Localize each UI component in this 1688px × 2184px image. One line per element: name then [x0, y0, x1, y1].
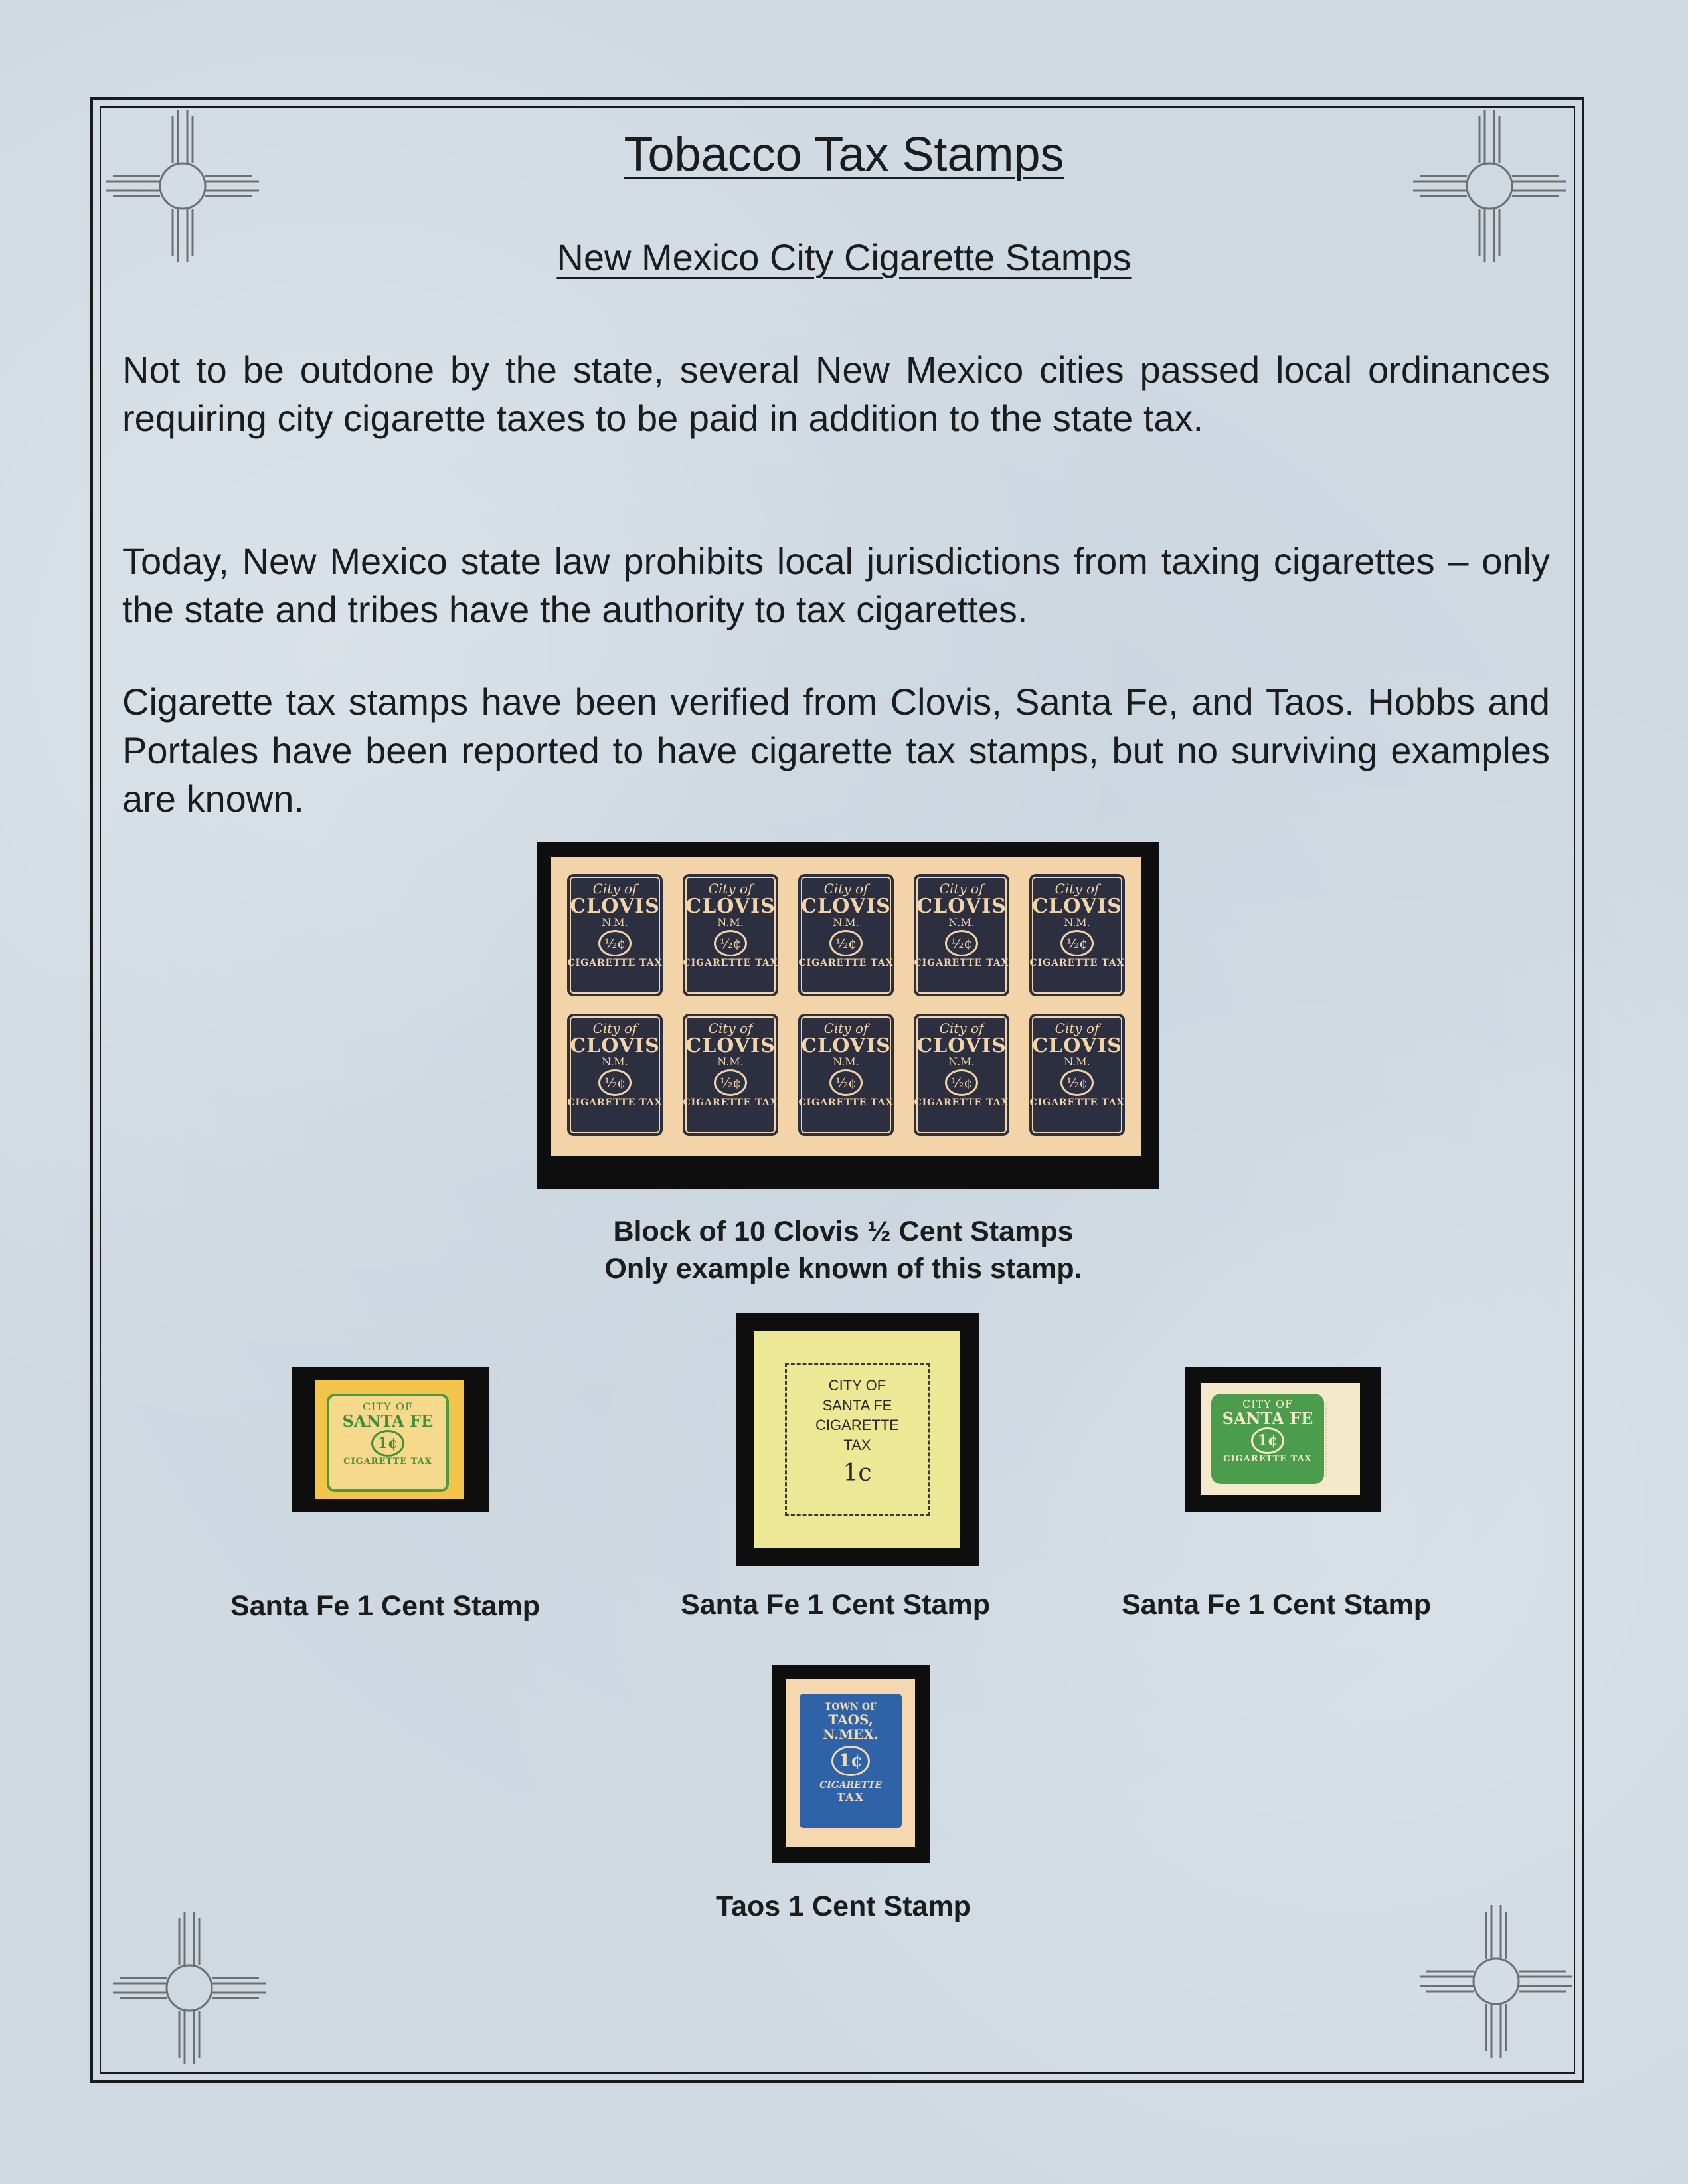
intro-paragraph: Not to be outdone by the state, several New Mexico cities passed local ordinances requiring city cigarette taxes to be paid in addition to the state tax.	[122, 349, 1550, 439]
page-title: Tobacco Tax Stamps	[624, 128, 1064, 181]
clovis-stamp: City of CLOVIS N.M. ½¢ CIGARETTE TAX	[683, 1014, 778, 1136]
santa-fe-3-caption: Santa Fe 1 Cent Stamp	[1122, 1589, 1431, 1621]
zia-sun-symbol-icon	[113, 1912, 266, 2064]
clovis-stamp: City of CLOVIS N.M. ½¢ CIGARETTE TAX	[683, 874, 778, 996]
page-subtitle: New Mexico City Cigarette Stamps	[556, 236, 1132, 278]
santa-fe-2-caption: Santa Fe 1 Cent Stamp	[681, 1589, 990, 1621]
santa-fe-stamp-3-mount	[1185, 1367, 1381, 1512]
law-paragraph: Today, New Mexico state law prohibits local jurisdictions from taxing cigarettes – only the state and tribes have the authority to tax cigarettes.	[122, 540, 1550, 630]
clovis-stamp: City of CLOVIS N.M. ½¢ CIGARETTE TAX	[567, 1014, 663, 1136]
clovis-block-mount	[537, 842, 1159, 1189]
santa-fe-stamp-3: CITY OF SANTA FE 1¢ CIGARETTE TAX	[1201, 1383, 1360, 1495]
clovis-stamp: City of CLOVIS N.M. ½¢ CIGARETTE TAX	[1029, 874, 1125, 996]
clovis-caption: Block of 10 Clovis ½ Cent Stamps Only example known of this stamp.	[604, 1216, 1082, 1285]
clovis-stamp: City of CLOVIS N.M. ½¢ CIGARETTE TAX	[1029, 1014, 1125, 1136]
taos-stamp: TOWN OF TAOS, N.MEX. 1¢ CIGARETTE TAX	[786, 1679, 915, 1847]
clovis-block	[551, 857, 1141, 1156]
santa-fe-stamp-1-mount	[292, 1367, 489, 1512]
taos-caption: Taos 1 Cent Stamp	[716, 1890, 971, 1922]
clovis-stamp: City of CLOVIS N.M. ½¢ CIGARETTE TAX	[914, 1014, 1009, 1136]
verified-paragraph: Cigarette tax stamps have been verified from Clovis, Santa Fe, and Taos. Hobbs and Portales have been reported to have cigarette tax stamps, but no surviving examples are known.	[122, 681, 1550, 820]
santa-fe-stamp-2-mount	[736, 1313, 979, 1566]
taos-stamp-mount	[772, 1665, 930, 1863]
clovis-stamp: City of CLOVIS N.M. ½¢ CIGARETTE TAX	[798, 1014, 894, 1136]
santa-fe-1-caption: Santa Fe 1 Cent Stamp	[230, 1590, 540, 1622]
santa-fe-stamp-2: CITY OF SANTA FE CIGARETTE TAX 1c	[754, 1331, 960, 1548]
clovis-stamp: City of CLOVIS N.M. ½¢ CIGARETTE TAX	[914, 874, 1009, 996]
zia-sun-symbol-icon	[1420, 1905, 1572, 2058]
santa-fe-stamp-1: CITY OF SANTA FE 1¢ CIGARETTE TAX	[315, 1380, 464, 1499]
clovis-stamp: City of CLOVIS N.M. ½¢ CIGARETTE TAX	[798, 874, 894, 996]
clovis-stamp: City of CLOVIS N.M. ½¢ CIGARETTE TAX	[567, 874, 663, 996]
